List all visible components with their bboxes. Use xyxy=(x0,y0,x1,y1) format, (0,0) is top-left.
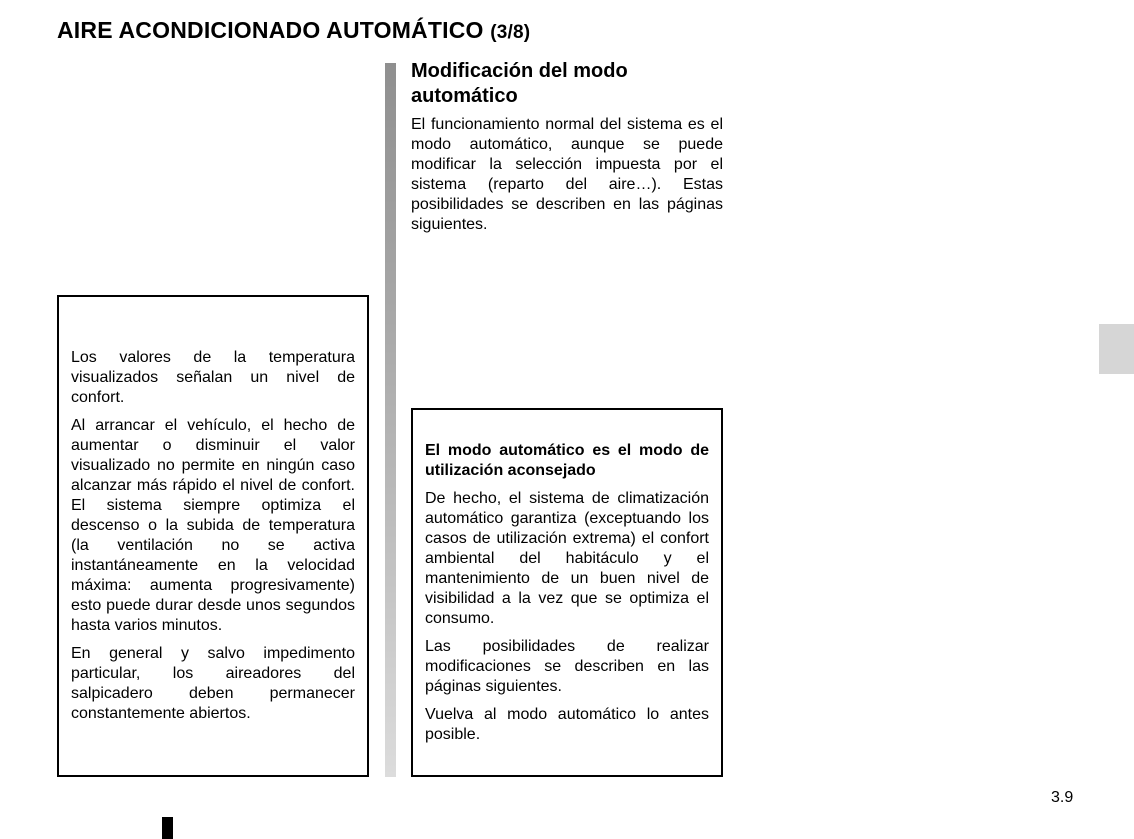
note-paragraph: Los valores de la temperatura visualizados señalan un nivel de confort. xyxy=(71,349,355,406)
section-heading: Modificación del modo automático xyxy=(411,60,628,107)
page-title xyxy=(57,17,530,44)
crop-mark xyxy=(162,817,173,839)
note-lead: El modo automático es el modo de utilización aconsejado xyxy=(425,442,709,479)
note-box-auto-mode xyxy=(411,408,723,777)
column-divider-rule xyxy=(385,63,396,777)
note-paragraph: Las posibilidades de realizar modificaciones se describen en las páginas siguientes. xyxy=(425,638,709,695)
note-paragraph: Al arrancar el vehículo, el hecho de aumentar o disminuir el valor visualizado no permite en ningún caso alcanzar más rápido el nivel de confort. El sistema siempre optimiza el descenso o la subida de temperatura (la ventilación no se activa instantáneamente en la velocidad máxima: aumenta progresivamente) esto puede durar desde unos segundos hasta varios minutos. xyxy=(71,417,355,634)
section-intro-text: El funcionamiento normal del sistema es el modo automático, aunque se puede modificar la selección impuesta por el sistema (reparto del aire…). Estas posibilidades se describen en las páginas siguientes. xyxy=(411,116,723,233)
page-title-main: AIRE ACONDICIONADO AUTOMÁTICO xyxy=(57,17,484,43)
note-paragraph: En general y salvo impedimento particular, los aireadores del salpicadero deben permanecer constantemente abiertos. xyxy=(71,645,355,722)
page-title-part: (3/8) xyxy=(490,22,531,43)
note-paragraph: De hecho, el sistema de climatización automático garantiza (exceptuando los casos de utilización extrema) el confort ambiental del habitáculo y el mantenimiento de un buen nivel de visibilidad a la vez que se optimiza el consumo. xyxy=(425,490,709,627)
chapter-side-tab xyxy=(1099,324,1134,374)
note-box-temperature xyxy=(57,295,369,777)
page-number: 3.9 xyxy=(1051,789,1074,806)
note-paragraph: Vuelva al modo automático lo antes posible. xyxy=(425,706,709,743)
